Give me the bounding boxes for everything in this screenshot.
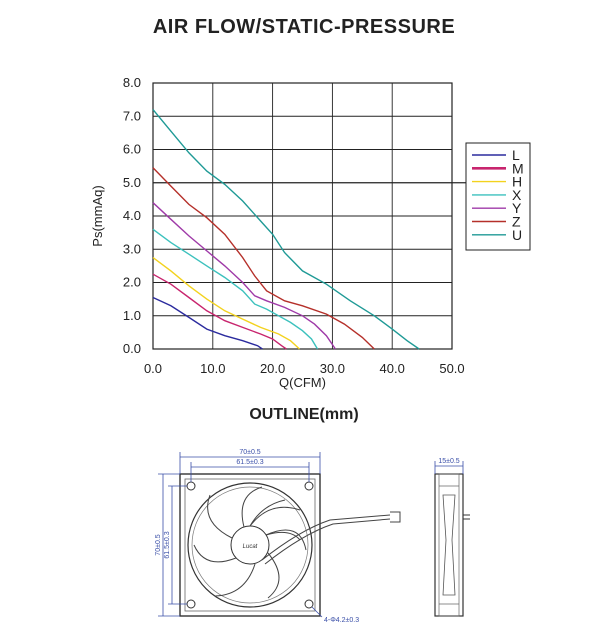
y-tick-label: 5.0 [122,174,141,190]
y-tick-label: 1.0 [122,307,141,323]
x-tick-label: 30.0 [319,361,346,376]
y-tick-label: 6.0 [122,141,141,157]
x-tick-label: 40.0 [379,361,405,376]
hub-label: Lucat [242,544,258,550]
legend-label-u: U [512,226,523,243]
legend-label-m: M [512,160,524,177]
dim-side: 15±0.5 [438,458,460,465]
x-axis-label: Q(CFM) [279,375,326,390]
legend-label-l: L [512,147,520,163]
y-tick-label: 0.0 [122,341,141,356]
legend-label-y: Y [512,200,522,217]
x-tick-label: 20.0 [259,361,286,376]
legend-label-x: X [512,186,522,203]
dim-top-inner: 61.5±0.3 [236,459,264,466]
fan-side-view [435,458,470,616]
y-tick-label: 4.0 [122,208,141,223]
x-tick-label: 10.0 [200,361,226,376]
x-tick-label: 50.0 [439,361,465,376]
y-axis-label: Ps(mmAq) [90,185,105,247]
legend-label-h: H [512,173,523,190]
dim-left-inner: 61.5±0.3 [164,531,171,559]
x-tick-label: 0.0 [143,361,163,376]
hole-note: 4-Φ4.2±0.3 [324,617,360,624]
page-title: AIR FLOW/STATIC-PRESSURE [152,16,456,38]
y-tick-label: 7.0 [122,108,141,124]
y-tick-label: 2.0 [122,274,141,290]
dim-top-outer: 70±0.5 [239,449,261,456]
y-tick-label: 8.0 [122,75,141,90]
dim-left-outer: 70±0.5 [155,534,162,556]
y-tick-label: 3.0 [122,241,141,257]
fan-front-view [155,449,400,624]
outline-title: OUTLINE(mm) [249,406,359,423]
legend-label-z: Z [512,213,521,230]
